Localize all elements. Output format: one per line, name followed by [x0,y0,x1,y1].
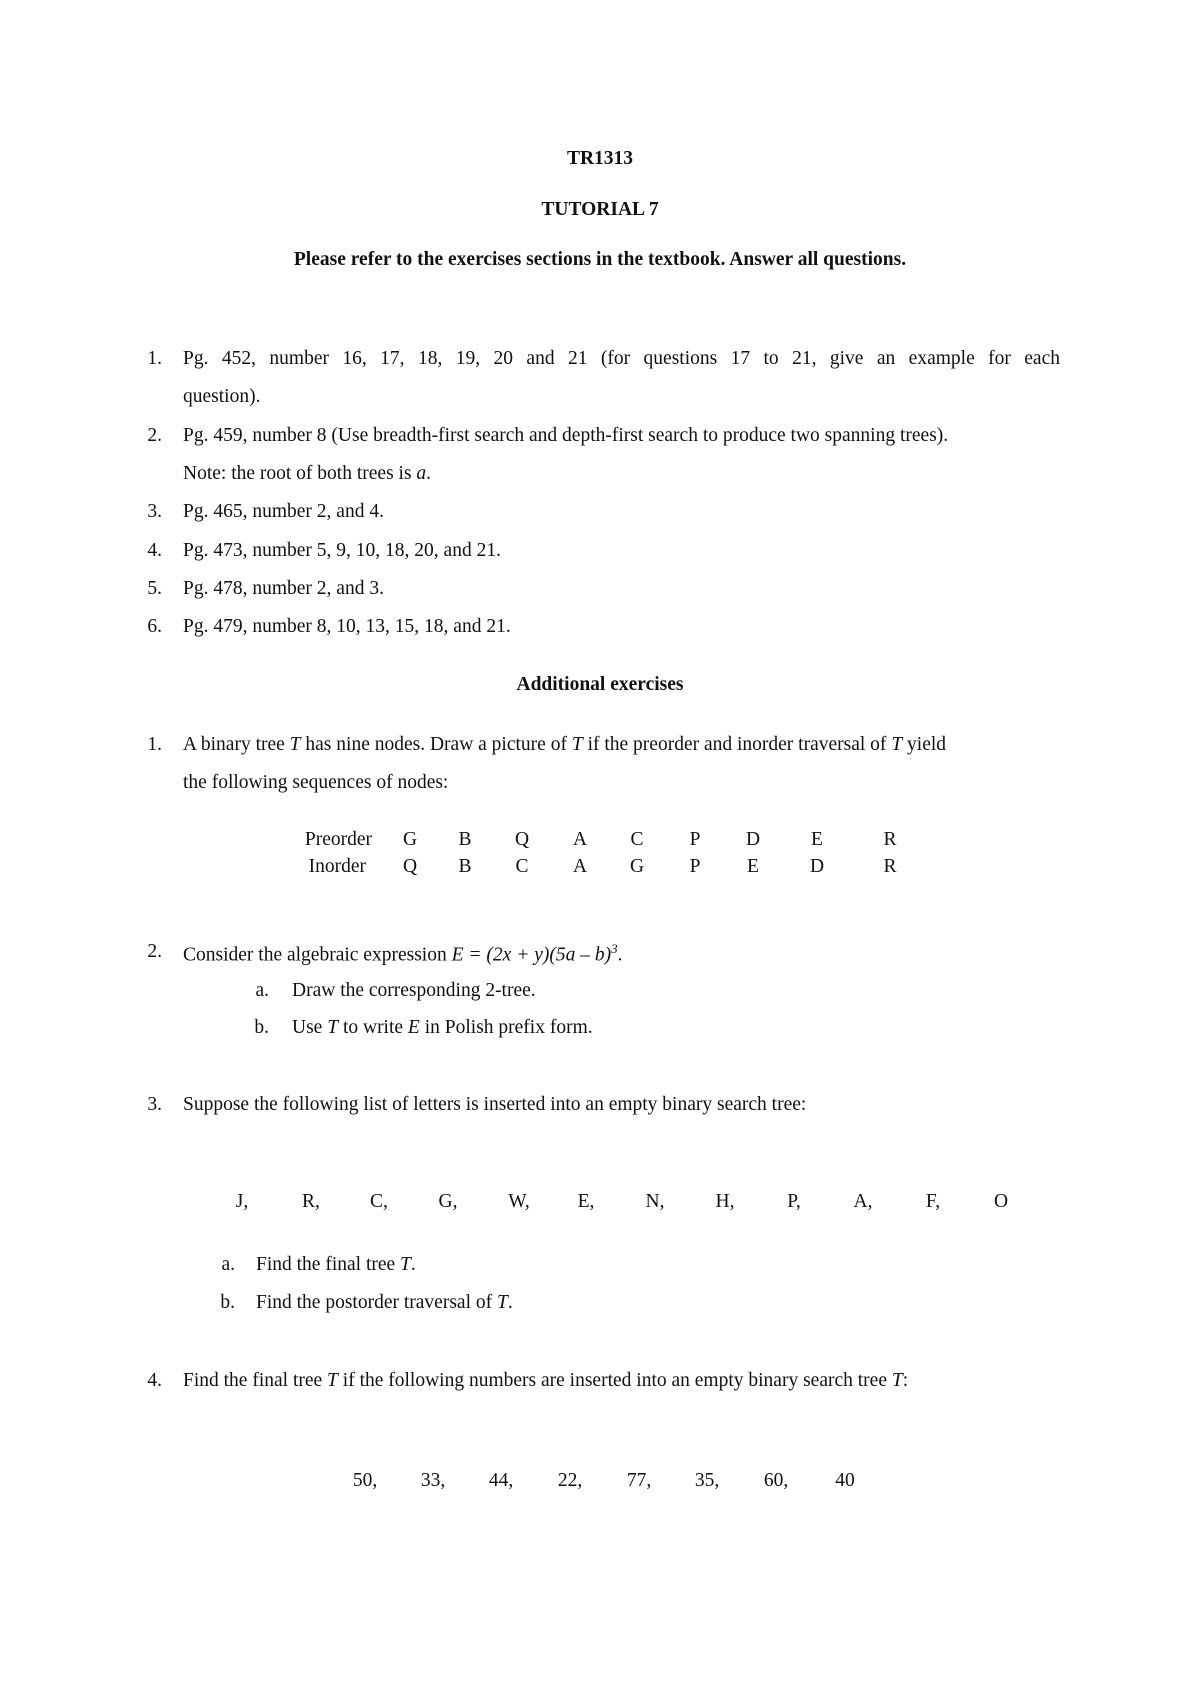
sub-item-text: Find the postorder traversal of T. [256,1292,513,1313]
additional-heading: Additional exercises [516,674,684,695]
item-number: 6. [147,616,162,637]
sub-item-text: Draw the corresponding 2-tree. [292,980,536,1001]
preorder-node: C [630,829,644,850]
item-number: 3. [147,1094,162,1115]
preorder-node: E [811,829,823,850]
sequence-letter: J, [235,1191,249,1212]
sequence-letter: R, [302,1191,320,1212]
inorder-node: R [883,856,897,877]
item-number: 2. [147,941,162,962]
item-text: Pg. 465, number 2, and 4. [183,501,384,522]
inorder-node: G [629,856,645,877]
sequence-letter: E, [577,1191,595,1212]
sub-item-text: Find the final tree T. [256,1254,416,1275]
item-text: Suppose the following list of letters is inserted into an empty binary search tree: [183,1094,807,1115]
item-text-cont: the following sequences of nodes: [183,772,449,793]
item-number: 4. [147,1370,162,1391]
sub-item-text: Use T to write E in Polish prefix form. [292,1017,593,1038]
item-number: 4. [147,540,162,561]
sequence-letter: O [993,1191,1009,1212]
item-text: Pg. 473, number 5, 9, 10, 18, 20, and 21. [183,540,501,561]
preorder-node: G [402,829,418,850]
preorder-label: Preorder [304,829,372,850]
sequence-number: 33, [420,1470,446,1491]
sequence-letter: G, [438,1191,458,1212]
inorder-node: C [515,856,529,877]
preorder-node: B [458,829,472,850]
sequence-number: 35, [694,1470,720,1491]
instruction: Please refer to the exercises sections in the textbook. Answer all questions. [293,249,907,270]
item-number: 5. [147,578,162,599]
sequence-letter: C, [370,1191,388,1212]
inorder-node: Q [402,856,418,877]
inorder-node: E [747,856,759,877]
item-number: 1. [147,348,162,369]
sequence-letter: W, [508,1191,530,1212]
sub-item-label: a. [255,980,269,1001]
item-number: 2. [147,425,162,446]
item-text-cont: Note: the root of both trees is a. [183,463,432,484]
preorder-node: A [572,829,588,850]
sequence-letter: F, [925,1191,941,1212]
preorder-node: Q [514,829,530,850]
sequence-letter: N, [645,1191,665,1212]
course-code: TR1313 [566,148,634,169]
item-text: Pg. 479, number 8, 10, 13, 15, 18, and 21. [183,616,511,637]
sequence-letter: A, [853,1191,873,1212]
inorder-label: Inorder [308,856,366,877]
item-text: A binary tree T has nine nodes. Draw a picture of T if the preorder and inorder traversal of T yield [183,734,947,755]
preorder-node: P [689,829,701,850]
item-text: Pg. 452, number 16, 17, 18, 19, 20 and 21 (for questions 17 to 21, give an example for each [183,348,1060,369]
sequence-number: 44, [488,1470,514,1491]
sequence-number: 50, [352,1470,378,1491]
sub-item-label: b. [220,1292,235,1313]
item-text: Pg. 459, number 8 (Use breadth-first search and depth-first search to produce two spanning trees). [183,425,949,446]
sequence-number: 60, [763,1470,789,1491]
inorder-node: P [689,856,701,877]
sequence-number: 22, [557,1470,583,1491]
sub-item-label: a. [221,1254,235,1275]
item-text: Find the final tree T if the following numbers are inserted into an empty binary search tree T: [183,1370,909,1391]
item-number: 1. [147,734,162,755]
inorder-node: D [809,856,825,877]
item-number: 3. [147,501,162,522]
sequence-letter: P, [787,1191,801,1212]
item-text: Consider the algebraic expression E = (2x + y)(5a – b)$^3$. [183,941,623,966]
item-text-cont: question). [183,386,261,407]
sequence-number: 77, [626,1470,652,1491]
item-text: Pg. 478, number 2, and 3. [183,578,384,599]
inorder-node: B [458,856,472,877]
tutorial-title: TUTORIAL 7 [541,199,659,220]
preorder-node: D [745,829,761,850]
inorder-node: A [572,856,588,877]
sequence-number: 40 [835,1470,855,1491]
preorder-node: R [883,829,897,850]
sub-item-label: b. [254,1017,269,1038]
sequence-letter: H, [715,1191,735,1212]
